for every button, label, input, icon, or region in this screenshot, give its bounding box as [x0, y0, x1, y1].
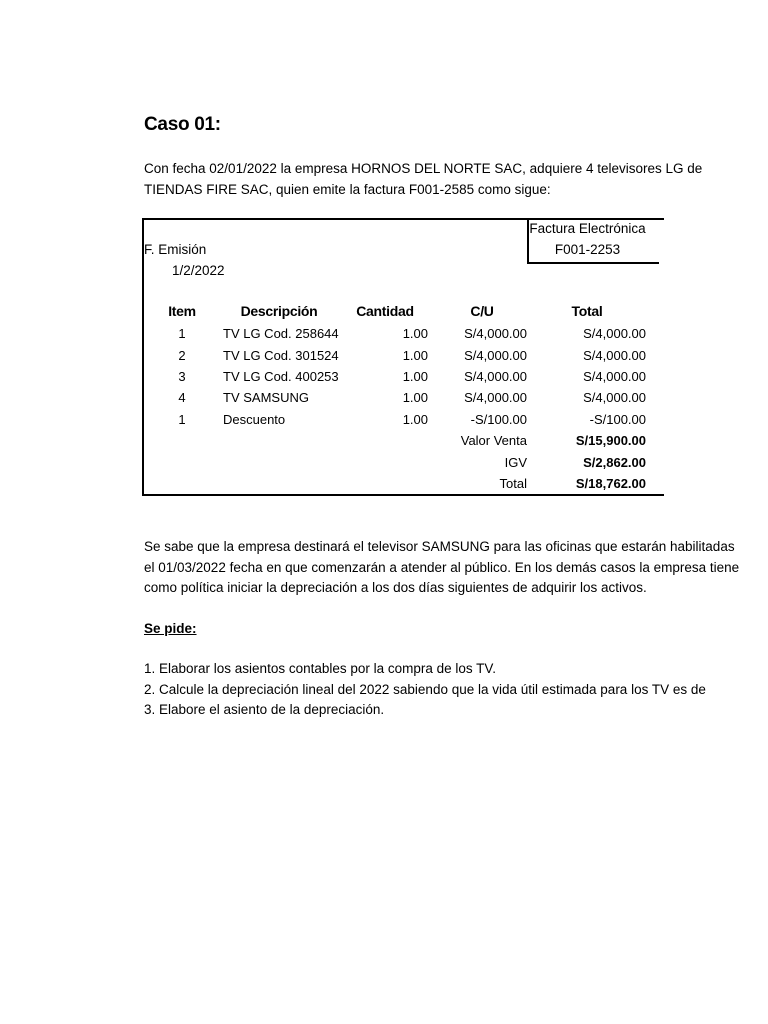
- summary-label-total: Total: [499, 476, 527, 491]
- invoice-doc-number: F001-2253: [554, 242, 621, 257]
- context-line-1: Se sabe que la empresa destinará el televisor SAMSUNG para las oficinas que estarán habilitadas: [144, 539, 735, 554]
- se-pide-heading: Se pide:: [144, 621, 197, 636]
- row-item: 1: [178, 326, 186, 341]
- row-quantity: 1.00: [402, 326, 428, 341]
- row-total: S/4,000.00: [583, 390, 646, 405]
- issue-date-value: 1/2/2022: [172, 263, 225, 278]
- case-title: Caso 01:: [144, 114, 221, 135]
- row-item: 4: [178, 390, 186, 405]
- summary-label-igv: IGV: [504, 455, 527, 470]
- header-description: Descripción: [240, 303, 318, 319]
- intro-line-1: Con fecha 02/01/2022 la empresa HORNOS DEL NORTE SAC, adquiere 4 televisores LG de: [144, 161, 703, 176]
- invoice-doc-type: Factura Electrónica: [529, 221, 646, 236]
- row-total: S/4,000.00: [583, 326, 646, 341]
- row-description: TV LG Cod. 258644: [223, 326, 339, 341]
- row-quantity: 1.00: [402, 369, 428, 384]
- summary-label-valor-venta: Valor Venta: [460, 433, 527, 448]
- row-description: TV LG Cod. 301524: [223, 348, 339, 363]
- row-item: 1: [178, 412, 186, 427]
- row-unit-cost: S/4,000.00: [464, 326, 527, 341]
- row-quantity: 1.00: [402, 348, 428, 363]
- row-description: TV SAMSUNG: [223, 390, 309, 405]
- summary-value-total: S/18,762.00: [575, 476, 646, 491]
- header-total: Total: [571, 303, 603, 319]
- row-unit-cost: S/4,000.00: [464, 390, 527, 405]
- task-1: 1. Elaborar los asientos contables por la compra de los TV.: [144, 661, 496, 676]
- header-item: Item: [168, 303, 196, 319]
- row-description: TV LG Cod. 400253: [223, 369, 339, 384]
- row-unit-cost: -S/100.00: [470, 412, 527, 427]
- row-quantity: 1.00: [402, 412, 428, 427]
- row-total: S/4,000.00: [583, 348, 646, 363]
- context-line-2: el 01/03/2022 fecha en que comenzarán a atender al público. En los demás casos la empresa tiene: [144, 560, 740, 575]
- row-unit-cost: S/4,000.00: [464, 348, 527, 363]
- intro-line-2: TIENDAS FIRE SAC, quien emite la factura F001-2585 como sigue:: [144, 182, 551, 197]
- row-total: -S/100.00: [589, 412, 646, 427]
- row-unit-cost: S/4,000.00: [464, 369, 527, 384]
- task-3: 3. Elabore el asiento de la depreciación.: [144, 702, 385, 717]
- issue-date-label: F. Emisión: [144, 242, 207, 257]
- task-2: 2. Calcule la depreciación lineal del 2022 sabiendo que la vida útil estimada para los TV es de: [144, 682, 706, 697]
- context-line-3: como política iniciar la depreciación a los dos días siguientes de adquirir los activos.: [144, 580, 647, 595]
- summary-value-valor-venta: S/15,900.00: [575, 433, 646, 448]
- summary-value-igv: S/2,862.00: [583, 455, 646, 470]
- header-quantity: Cantidad: [356, 303, 414, 319]
- header-unit-cost: C/U: [470, 303, 494, 319]
- row-total: S/4,000.00: [583, 369, 646, 384]
- row-item: 3: [178, 369, 186, 384]
- row-description: Descuento: [223, 412, 286, 427]
- row-quantity: 1.00: [402, 390, 428, 405]
- row-item: 2: [178, 348, 186, 363]
